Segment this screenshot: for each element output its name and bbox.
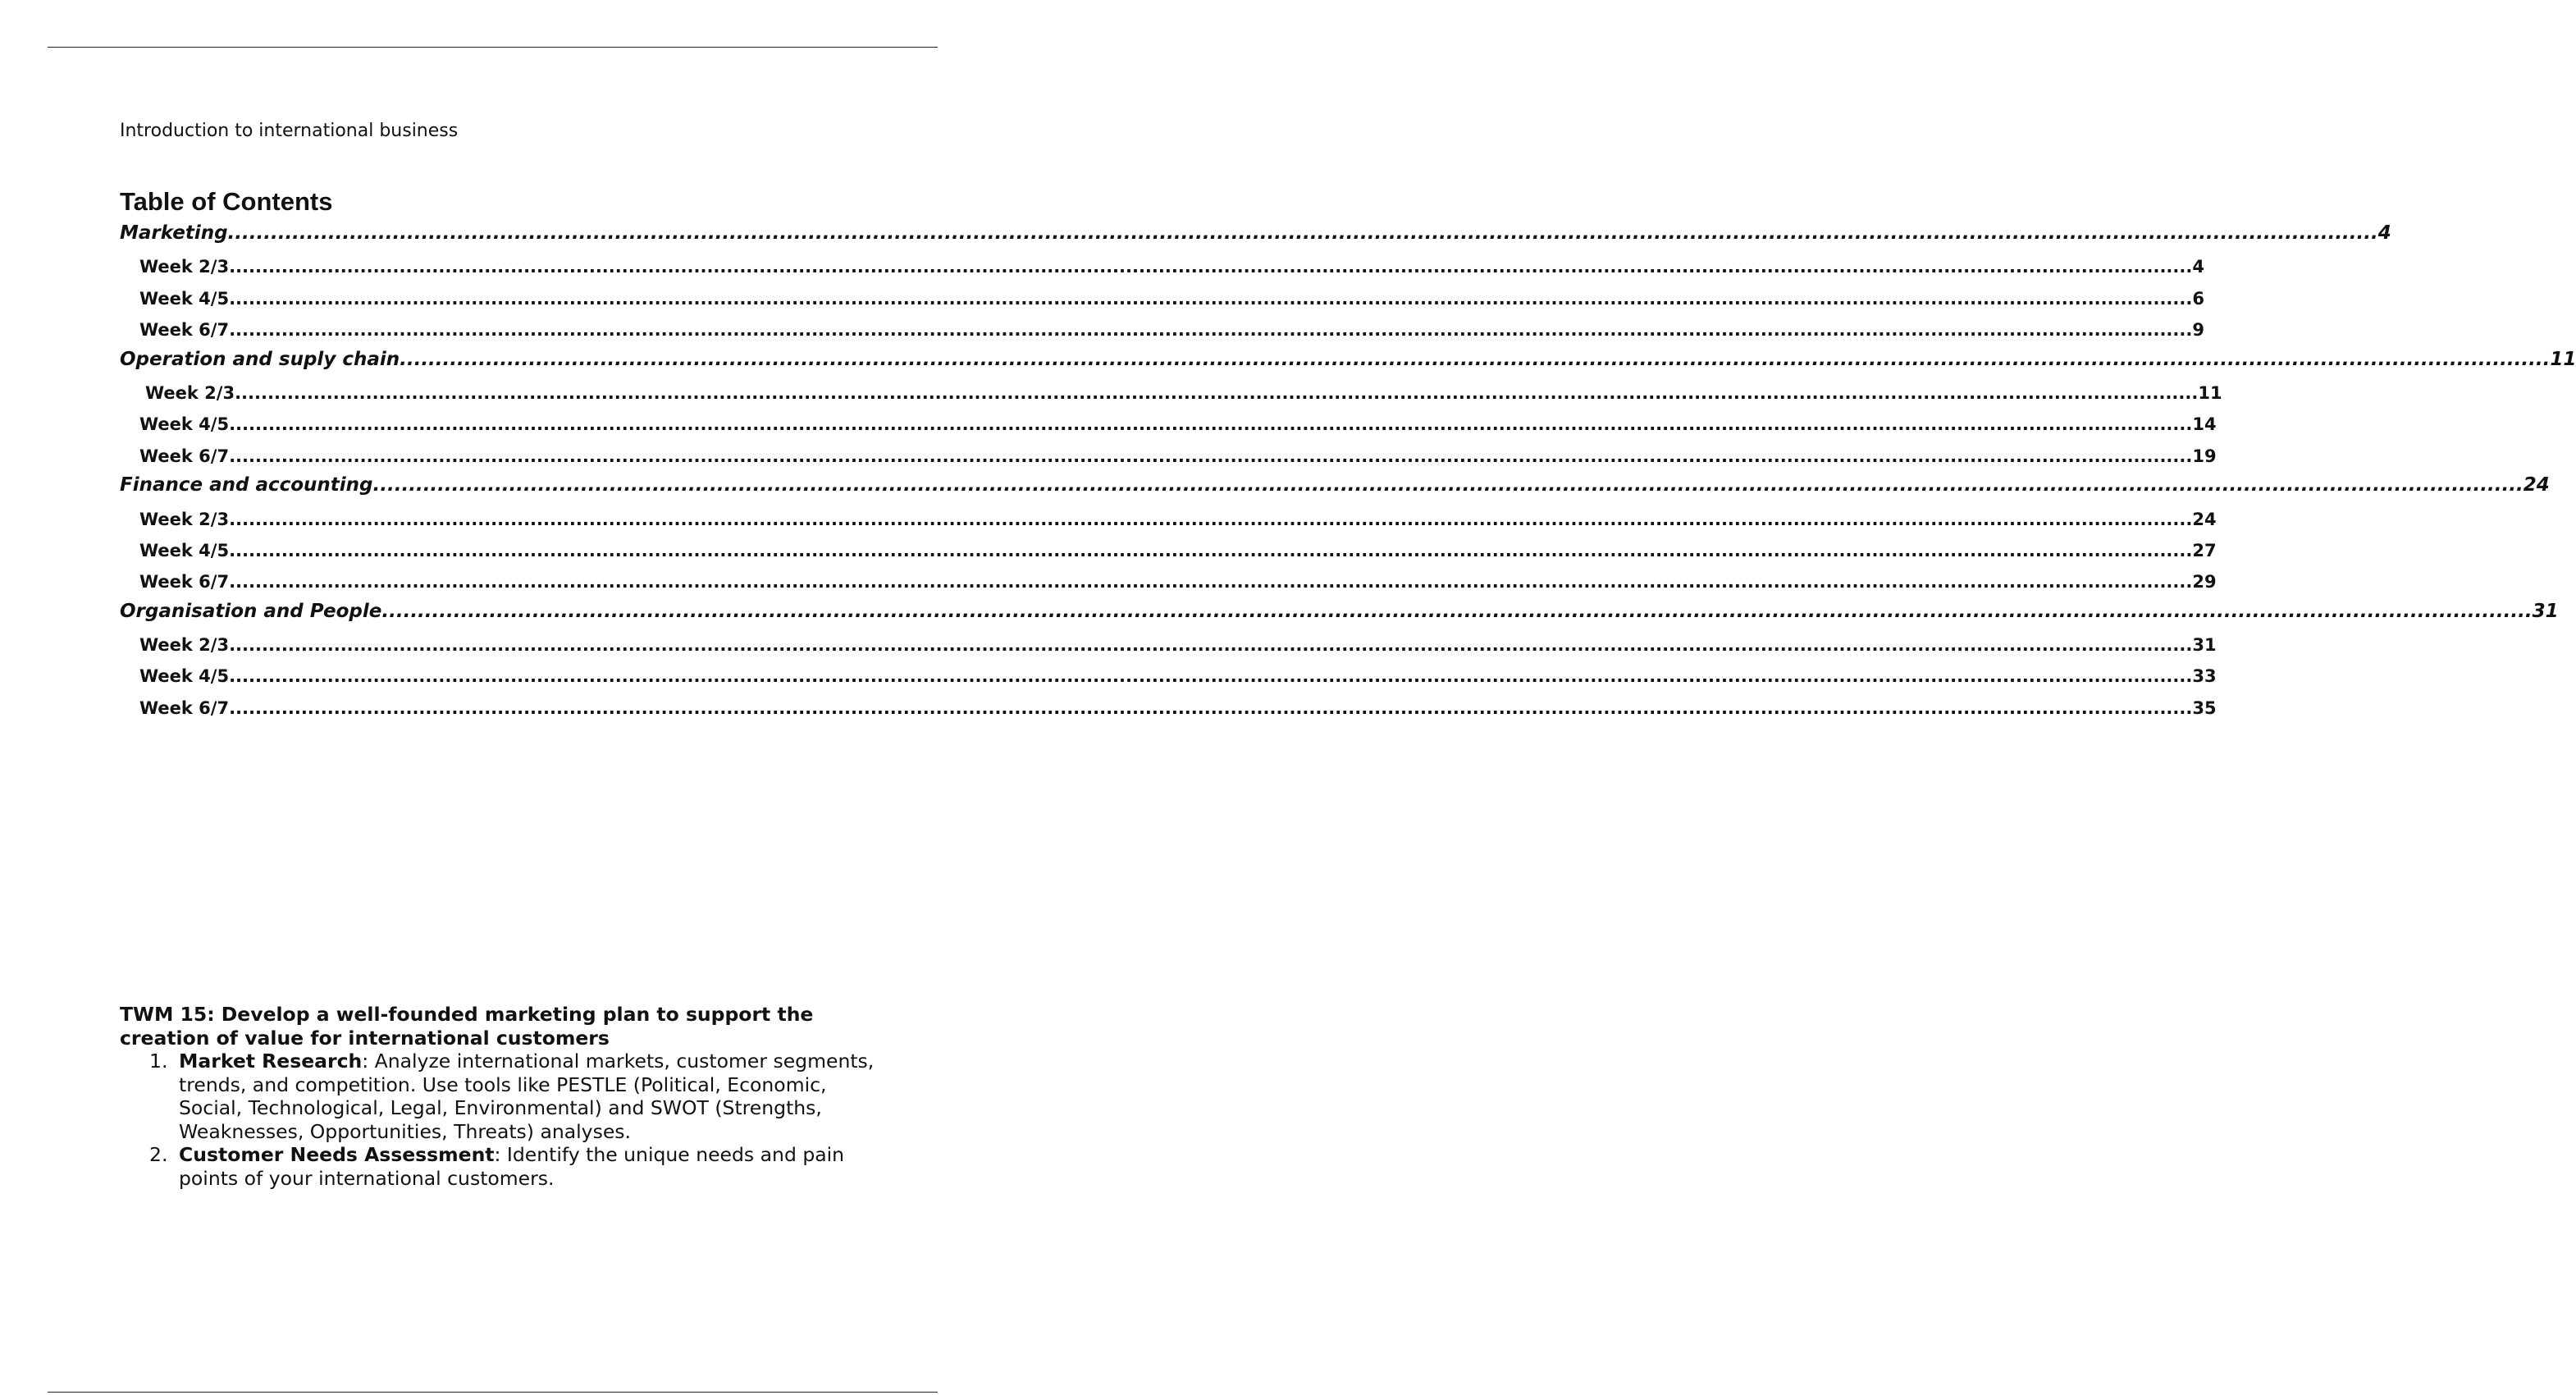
twm15-section	[120, 1003, 891, 1190]
toc-dot-leader: ............................................................................................................................................................................................................................................................................................................	[235, 382, 2199, 403]
toc-entry-label: Week 6/7	[139, 572, 230, 592]
toc-subsection-entry[interactable]	[120, 665, 2217, 696]
table-of-contents	[120, 222, 2576, 725]
toc-entry-label: Week 4/5	[139, 414, 230, 435]
toc-entry-page: 31	[2532, 600, 2559, 622]
toc-entry-page: 9	[2192, 320, 2204, 341]
list-item	[120, 1050, 895, 1143]
toc-entry-page: 4	[2192, 257, 2204, 277]
section-heading: TWM 15: Develop a well-founded marketing plan to support the creation of value for international customers	[120, 1003, 814, 1050]
toc-entry-label: Organisation and People	[120, 600, 382, 622]
toc-dot-leader: ............................................................................................................................................................................................................................................................................................................	[229, 446, 2193, 466]
toc-subsection-entry[interactable]	[120, 413, 2217, 444]
toc-entry-label: Operation and suply chain	[120, 348, 400, 370]
toc-dot-leader: ............................................................................................................................................................................................................................................................................................................	[229, 635, 2193, 656]
toc-entry-page: 24	[2192, 509, 2217, 529]
toc-dot-leader: ............................................................................................................................................................................................................................................................................................................	[229, 288, 2193, 309]
toc-subsection-entry[interactable]	[120, 318, 2204, 350]
toc-subsection-entry[interactable]	[120, 570, 2217, 601]
toc-entry-page: 27	[2192, 540, 2217, 560]
header-rule	[48, 47, 938, 48]
toc-subsection-entry[interactable]	[120, 697, 2217, 728]
toc-entry-page: 6	[2192, 288, 2204, 309]
list-item-term: Market Research	[179, 1050, 363, 1073]
toc-entry-page: 31	[2192, 635, 2217, 656]
toc-subsection-entry[interactable]	[120, 539, 2217, 570]
toc-section-entry[interactable]	[120, 473, 2550, 505]
toc-entry-label: Week 4/5	[139, 666, 230, 687]
toc-dot-leader: ............................................................................................................................................................................................................................................................................................................	[229, 414, 2193, 435]
toc-section-entry[interactable]	[120, 222, 2391, 253]
toc-dot-leader: ............................................................................................................................................................................................................................................................................................................	[229, 257, 2193, 277]
toc-entry-page: 33	[2192, 666, 2217, 687]
list-item-term: Customer Needs Assessment	[179, 1143, 495, 1166]
toc-dot-leader: ............................................................................................................................................................................................................................................................................................................	[229, 666, 2193, 687]
toc-subsection-entry[interactable]	[120, 287, 2204, 318]
toc-dot-leader: ............................................................................................................................................................................................................................................................................................................	[400, 348, 2551, 370]
section-list	[120, 1050, 891, 1190]
toc-entry-label: Week 2/3	[139, 257, 230, 277]
list-item-text: : Identify the unique needs and pain points of your international customers.	[179, 1143, 845, 1190]
list-item	[120, 1143, 895, 1190]
document-title: Introduction to international business	[120, 121, 459, 141]
toc-subsection-entry[interactable]	[120, 382, 2222, 413]
toc-dot-leader: ............................................................................................................................................................................................................................................................................................................	[229, 509, 2193, 529]
toc-entry-label: Week 2/3	[139, 635, 230, 656]
toc-dot-leader: ............................................................................................................................................................................................................................................................................................................	[372, 474, 2523, 496]
toc-entry-label: Week 6/7	[139, 446, 230, 466]
toc-entry-page: 11	[2550, 348, 2576, 370]
list-item-number: 2.	[149, 1143, 168, 1166]
toc-dot-leader: ............................................................................................................................................................................................................................................................................................................	[229, 540, 2193, 560]
toc-dot-leader: ............................................................................................................................................................................................................................................................................................................	[381, 600, 2533, 622]
toc-entry-page: 29	[2192, 572, 2217, 592]
toc-subsection-entry[interactable]	[120, 508, 2217, 539]
toc-section-entry[interactable]	[120, 348, 2576, 379]
toc-entry-page: 14	[2192, 414, 2217, 435]
toc-subsection-entry[interactable]	[120, 633, 2217, 665]
toc-entry-page: 11	[2198, 382, 2222, 403]
toc-subsection-entry[interactable]	[120, 445, 2217, 476]
toc-dot-leader: ............................................................................................................................................................................................................................................................................................................	[229, 698, 2193, 718]
list-item-number: 1.	[149, 1050, 168, 1073]
toc-entry-label: Week 4/5	[139, 540, 230, 560]
toc-heading: Table of Contents	[120, 187, 333, 216]
toc-entry-label: Week 6/7	[139, 698, 230, 718]
toc-entry-label: Marketing	[120, 222, 228, 244]
toc-section-entry[interactable]	[120, 600, 2559, 631]
toc-entry-page: 19	[2192, 446, 2217, 466]
toc-entry-label: Week 2/3	[139, 509, 230, 529]
footer-rule	[48, 1392, 938, 1393]
toc-entry-label: Week 4/5	[139, 288, 230, 309]
toc-entry-label: Week 2/3	[145, 382, 235, 403]
toc-entry-label: Finance and accounting	[120, 474, 373, 496]
toc-dot-leader: ............................................................................................................................................................................................................................................................................................................	[229, 572, 2193, 592]
toc-entry-page: 35	[2192, 698, 2217, 718]
toc-subsection-entry[interactable]	[120, 255, 2204, 286]
toc-entry-page: 4	[2377, 222, 2391, 244]
toc-entry-label: Week 6/7	[139, 320, 230, 341]
toc-dot-leader: ............................................................................................................................................................................................................................................................................................................	[227, 222, 2378, 244]
toc-entry-page: 24	[2523, 474, 2550, 496]
list-item-text: : Analyze international markets, customer segments, trends, and competition. Use tools like PESTLE (Political, Economic, Social, Technological, Legal, Environmental) and SWOT (Strengths, Weaknesses, Opportunities, Threats) analyses.	[179, 1050, 875, 1143]
toc-dot-leader: ............................................................................................................................................................................................................................................................................................................	[229, 320, 2193, 341]
